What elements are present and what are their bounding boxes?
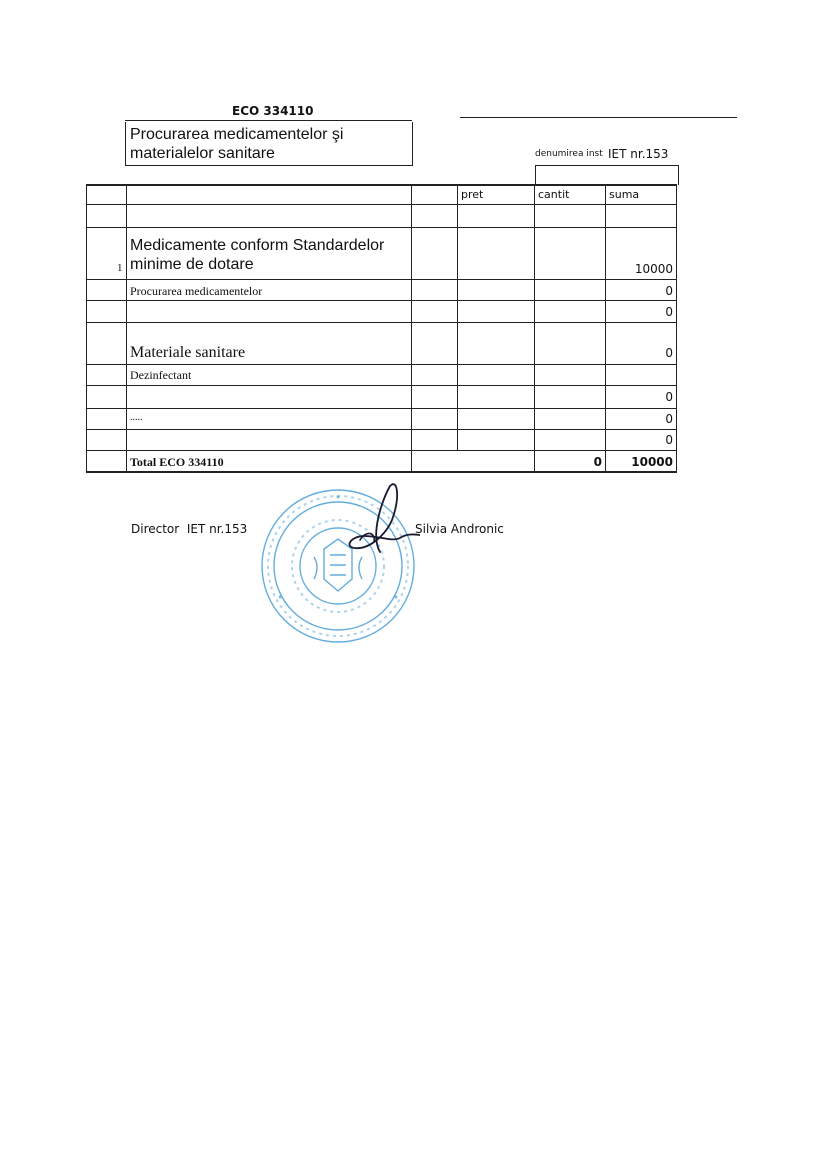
- title-line-2: materialelor sanitare: [130, 145, 275, 162]
- table-rule: [86, 279, 677, 280]
- row-sum: 0: [665, 346, 673, 360]
- column-header-price: pret: [461, 188, 484, 201]
- table-rule: [86, 364, 677, 365]
- institution-box: [535, 165, 679, 185]
- table-column-rule: [534, 184, 535, 472]
- total-label: Total ECO 334110: [130, 455, 224, 469]
- row-sum: 0: [665, 284, 673, 298]
- eco-code-heading: ECO 334110: [232, 104, 314, 118]
- table-rule: [86, 450, 677, 451]
- table-column-rule: [126, 184, 127, 472]
- row-label: [130, 236, 384, 274]
- title-box: [125, 122, 413, 166]
- director-title: Director IET nr.153: [131, 522, 248, 536]
- row-label: .....: [130, 412, 143, 423]
- table-column-rule: [457, 184, 458, 450]
- table-rule: [86, 227, 677, 228]
- table-rule: [86, 204, 677, 205]
- institution-label: denumirea inst: [535, 149, 603, 159]
- table-rule: [86, 471, 677, 473]
- table-column-rule: [605, 184, 606, 472]
- row-sum: 0: [665, 412, 673, 426]
- total-sum: 10000: [631, 455, 673, 469]
- row-label-line-2: minime de dotare: [130, 256, 254, 273]
- row-label: Dezinfectant: [130, 368, 192, 382]
- document-title: [130, 125, 410, 163]
- row-label: Procurarea medicamentelor: [130, 284, 263, 298]
- handwritten-signature-icon: [340, 480, 420, 560]
- row-sum: 10000: [634, 262, 673, 276]
- table-column-rule: [411, 184, 412, 472]
- row-sum: 0: [665, 390, 673, 404]
- top-rule-right: [460, 117, 737, 118]
- row-sum: 0: [665, 305, 673, 319]
- institution-name: IET nr.153: [608, 147, 669, 161]
- table-rule: [86, 300, 677, 301]
- column-header-quantity: cantit: [538, 188, 570, 201]
- row-sum: 0: [665, 433, 673, 447]
- signer-name: Silvia Andronic: [415, 522, 504, 536]
- column-header-sum: suma: [609, 188, 640, 201]
- table-rule: [86, 429, 677, 430]
- expense-table: [86, 184, 677, 473]
- table-column-rule: [676, 184, 677, 472]
- row-number: 1: [117, 262, 123, 274]
- row-label-line-1: Medicamente conform Standardelor: [130, 237, 385, 254]
- table-rule: [86, 408, 677, 409]
- top-rule-left: [125, 120, 412, 121]
- table-rule: [86, 322, 677, 323]
- table-rule: [86, 385, 677, 386]
- table-column-rule: [86, 184, 87, 472]
- table-rule: [86, 184, 677, 186]
- row-label: Materiale sanitare: [130, 344, 246, 361]
- total-quantity: 0: [593, 455, 602, 469]
- title-line-1: Procurarea medicamentelor şi: [130, 126, 344, 143]
